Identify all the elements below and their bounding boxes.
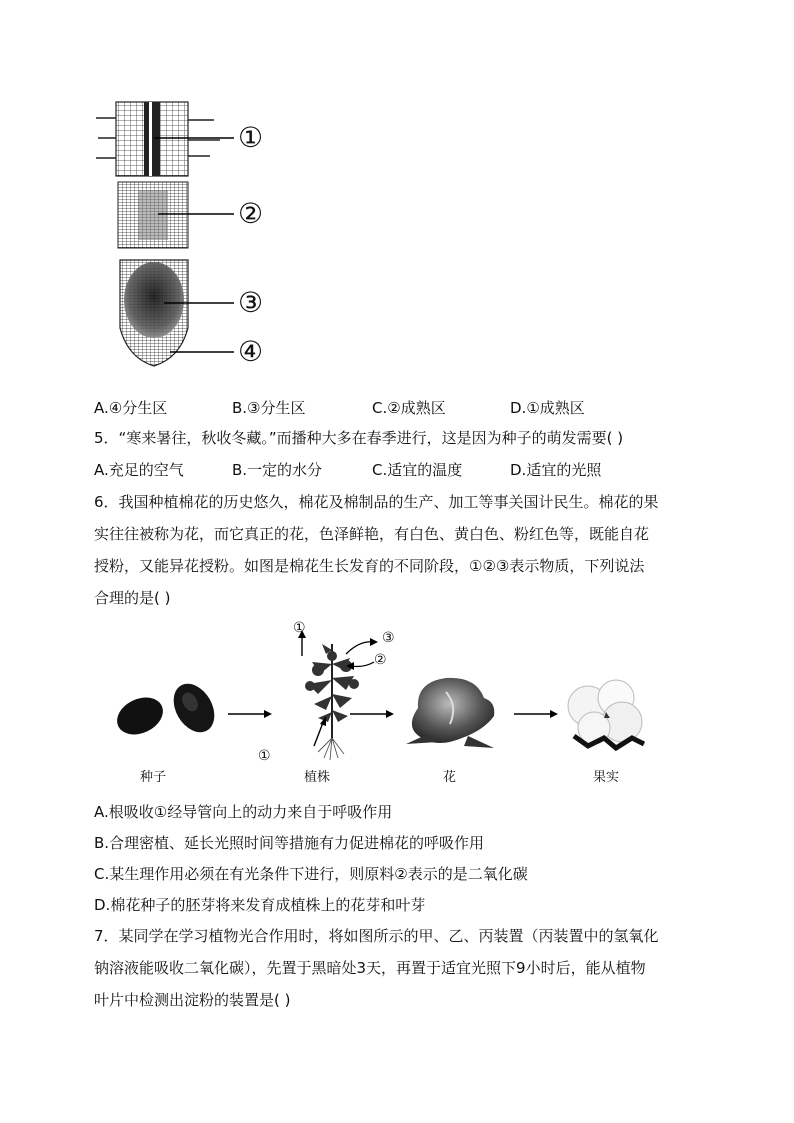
q7-stem-line: 钠溶液能吸收二氧化碳），先置于黑暗处3天，再置于适宜光照下9小时后，能从植物	[94, 959, 646, 977]
q5-option-c[interactable]: C.适宜的温度	[372, 461, 463, 479]
plant-marker-3: ③	[382, 630, 395, 646]
q6-option-b[interactable]: B.合理密植、延长光照时间等措施有力促进棉花的呼吸作用	[94, 834, 485, 852]
q7-stem-line: 7．某同学在学习植物光合作用时，将如图所示的甲、乙、丙装置（丙装置中的氢氧化	[94, 927, 659, 945]
stage-label-flower: 花	[443, 770, 457, 785]
q6-stem-line: 实往往被称为花，而它真正的花，色泽鲜艳，有白色、黄白色、粉红色等，既能自花	[94, 525, 650, 543]
arrow-icon	[514, 708, 560, 720]
q7-stem-line: 叶片中检测出淀粉的装置是( )	[94, 991, 291, 1009]
cotton-growth-figure	[100, 620, 660, 790]
plant-marker-1-top: ①	[293, 620, 306, 636]
q6-stem-line: 合理的是( )	[94, 589, 171, 607]
q4-option-a[interactable]: A.④分生区	[94, 399, 168, 417]
arrow-icon	[350, 708, 396, 720]
q5-stem: 5．“寒来暑往，秋收冬藏。”而播种大多在春季进行，这是因为种子的萌发需要( )	[94, 429, 624, 447]
root-label-1: ①	[238, 121, 264, 154]
q4-option-c[interactable]: C.②成熟区	[372, 399, 446, 417]
q5-option-d[interactable]: D.适宜的光照	[510, 461, 602, 479]
root-tip-figure	[94, 100, 294, 390]
stage-label-fruit: 果实	[593, 770, 620, 785]
q6-option-d[interactable]: D.棉花种子的胚芽将来发育成植株上的花芽和叶芽	[94, 896, 426, 914]
q5-option-a[interactable]: A.充足的空气	[94, 461, 184, 479]
seed-image	[110, 682, 220, 742]
q4-option-b[interactable]: B.③分生区	[232, 399, 306, 417]
flower-image	[398, 672, 504, 752]
plant-marker-2: ②	[374, 652, 387, 668]
q6-option-a[interactable]: A.根吸收①经导管向上的动力来自于呼吸作用	[94, 803, 393, 821]
root-label-4: ④	[238, 335, 264, 368]
stage-label-seed: 种子	[140, 770, 167, 785]
arrow-icon	[228, 708, 274, 720]
root-tip-drawing	[94, 100, 294, 390]
q6-stem-line: 授粉，又能异花授粉。如图是棉花生长发育的不同阶段，①②③表示物质，下列说法	[94, 557, 645, 575]
q6-stem-line: 6．我国种植棉花的历史悠久，棉花及棉制品的生产、加工等事关国计民生。棉花的果	[94, 493, 659, 511]
root-label-2: ②	[238, 197, 264, 230]
cotton-fruit-image	[560, 676, 652, 752]
root-label-3: ③	[238, 286, 264, 319]
stage-label-plant: 植株	[304, 770, 331, 785]
q4-option-d[interactable]: D.①成熟区	[510, 399, 585, 417]
q5-option-b[interactable]: B.一定的水分	[232, 461, 323, 479]
q6-option-c[interactable]: C.某生理作用必须在有光条件下进行，则原料②表示的是二氧化碳	[94, 865, 528, 883]
plant-marker-1-root: ①	[258, 748, 271, 764]
